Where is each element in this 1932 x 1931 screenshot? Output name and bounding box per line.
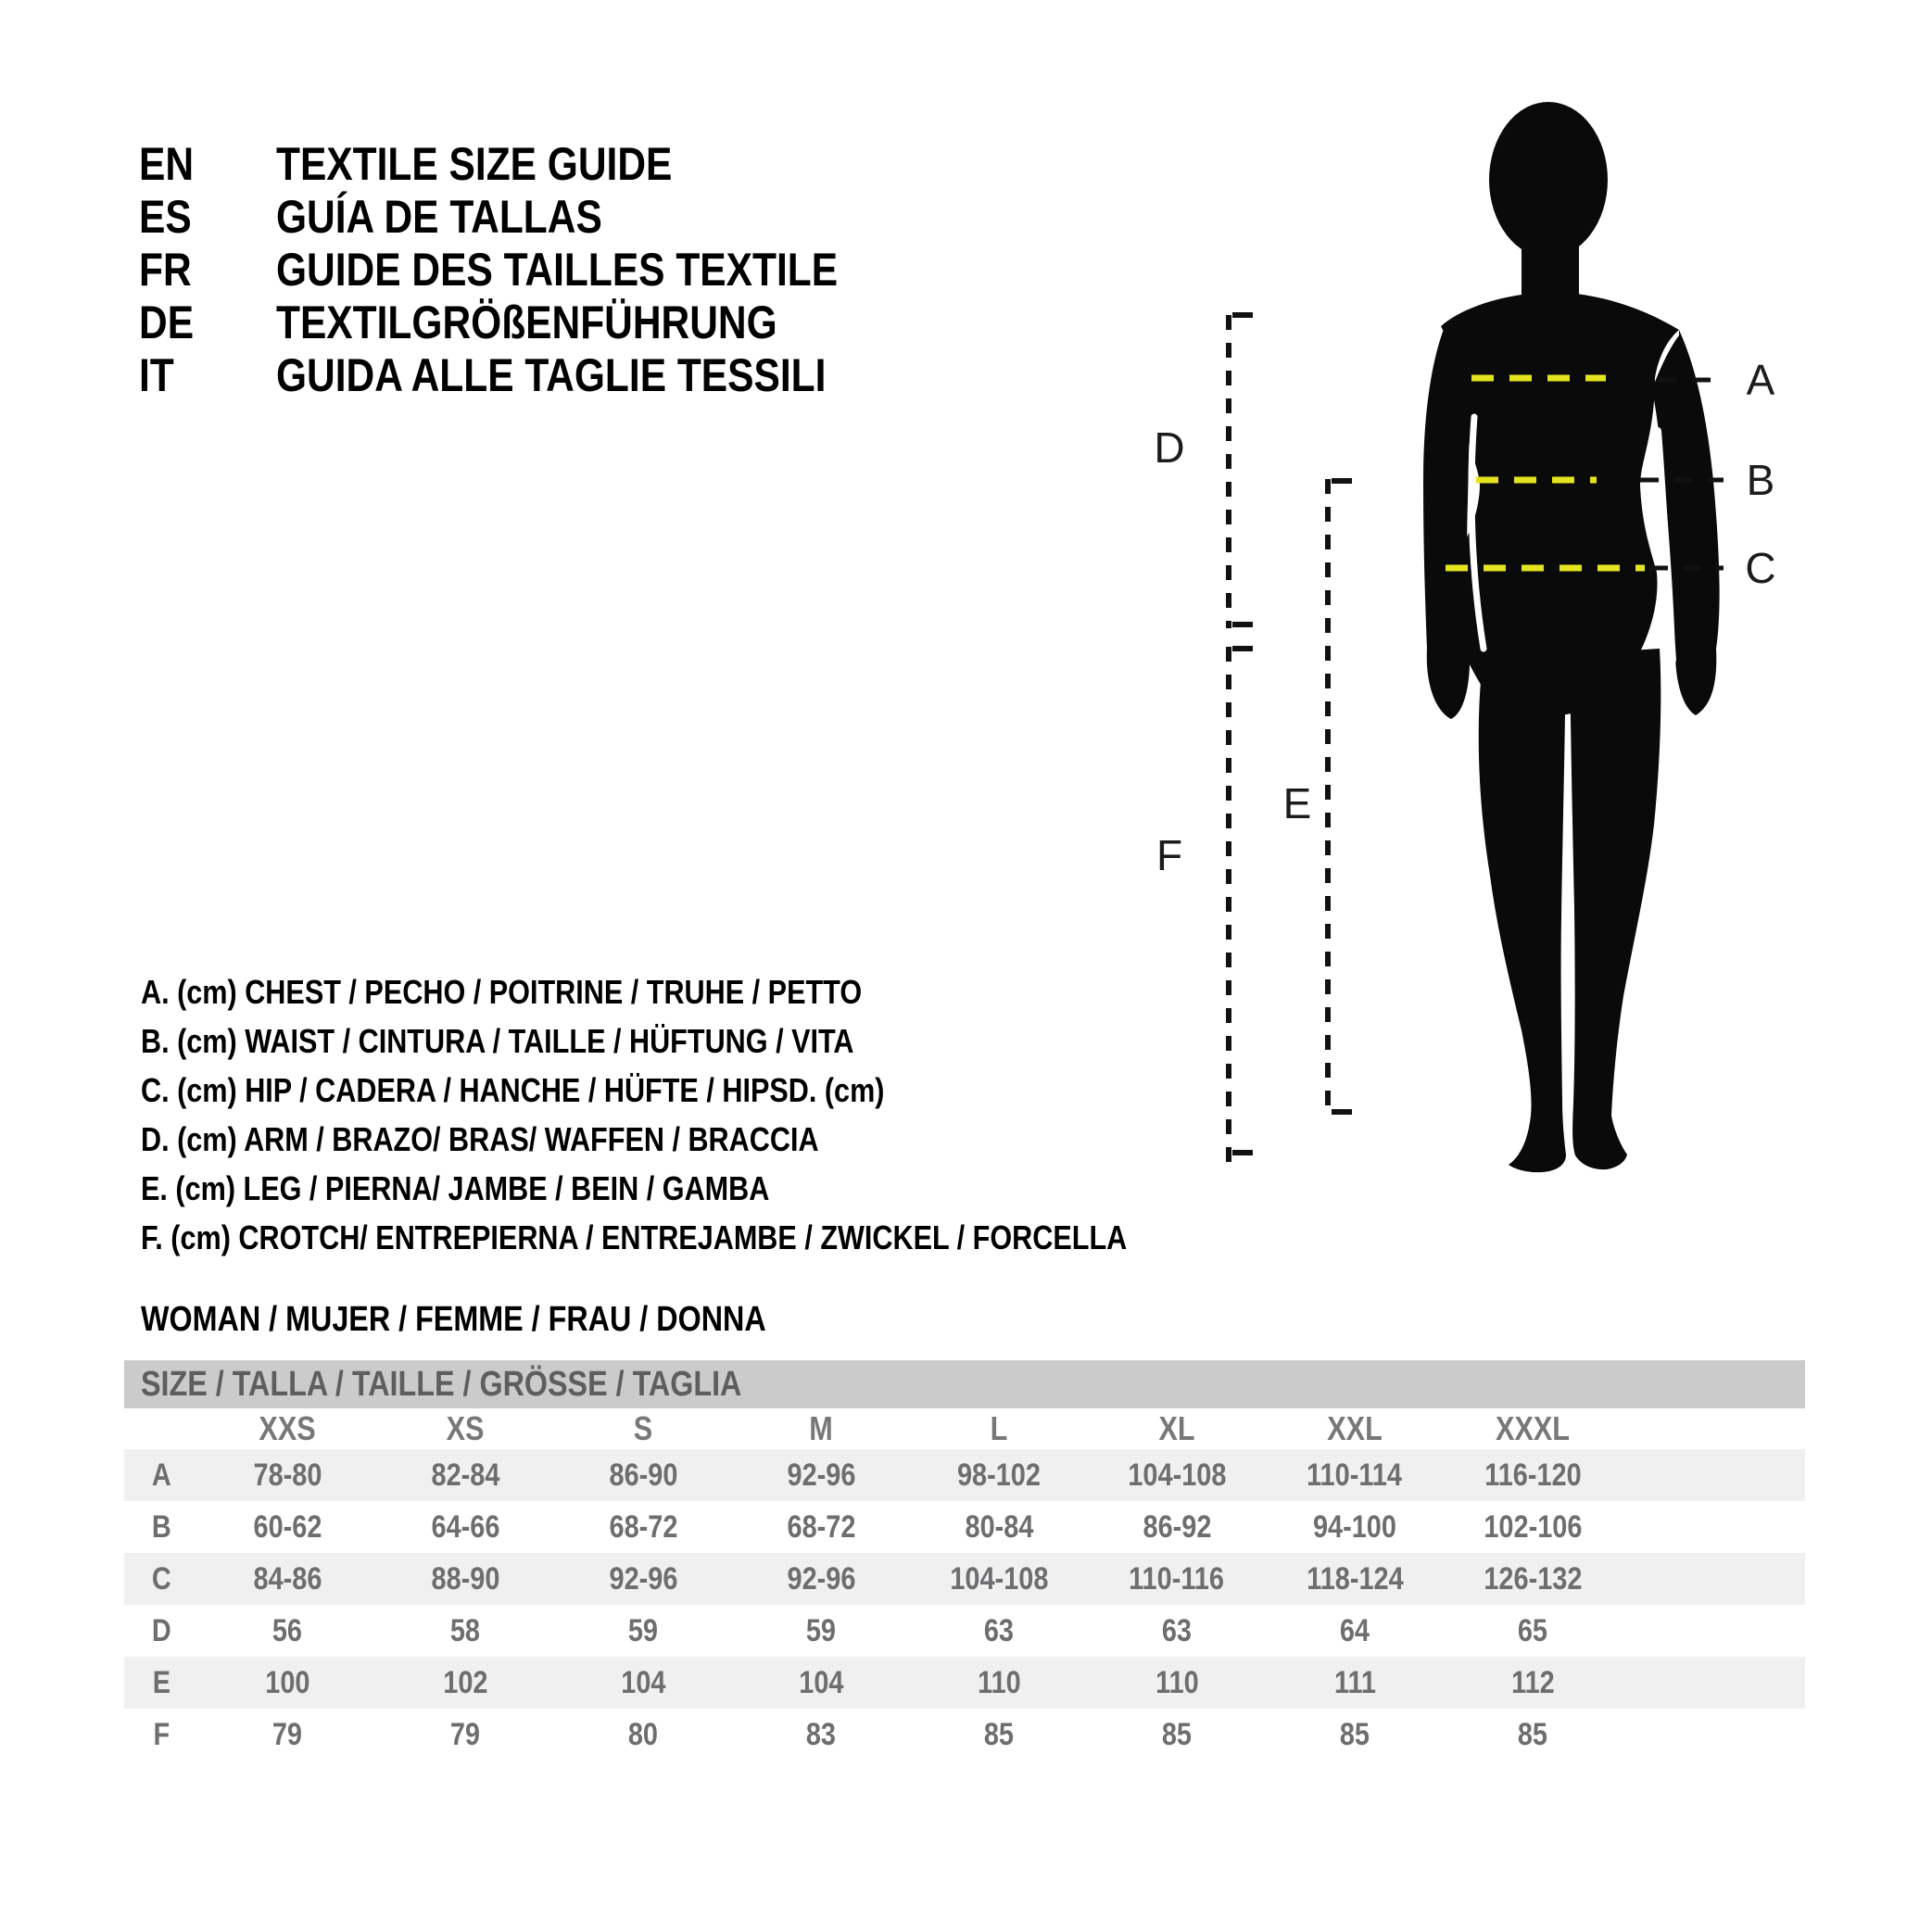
row-measure-label: C: [151, 1560, 171, 1597]
cell-s: 92-96: [609, 1560, 677, 1597]
cell-s: 86-90: [609, 1457, 677, 1493]
cell-m: 92-96: [787, 1457, 855, 1493]
language-code: IT: [139, 348, 174, 401]
label-chest-A: A: [1746, 356, 1775, 404]
table-row: [124, 1449, 1805, 1501]
cell-xl: 63: [1161, 1612, 1193, 1648]
language-row: [139, 348, 937, 401]
audience-line: WOMAN / MUJER / FEMME / FRAU / DONNA: [141, 1300, 766, 1339]
label-hip-C: C: [1745, 544, 1776, 592]
cell-s: 59: [627, 1612, 659, 1648]
label-leg-E: E: [1282, 779, 1312, 827]
cell-xl: 110: [1155, 1664, 1199, 1700]
size-column-header: XXL: [1327, 1409, 1383, 1447]
language-code: EN: [139, 137, 195, 190]
language-row: [139, 243, 937, 296]
cell-xxxl: 112: [1510, 1664, 1555, 1700]
cell-s: 68-72: [609, 1508, 677, 1545]
cell-xxxl: 126-132: [1483, 1560, 1583, 1597]
size-column-header: S: [633, 1409, 653, 1447]
cell-xxs: 100: [264, 1664, 310, 1700]
measurement-legend: [141, 967, 1301, 1262]
cell-m: 83: [805, 1716, 837, 1752]
cell-xs: 102: [442, 1664, 488, 1700]
legend-line: B. (cm) WAIST / CINTURA / TAILLE / HÜFTUNG / VITA: [141, 1021, 854, 1060]
language-title: TEXTILE SIZE GUIDE: [276, 137, 673, 190]
label-waist-B: B: [1746, 456, 1775, 504]
cell-l: 85: [983, 1716, 1015, 1752]
cell-xxs: 84-86: [253, 1560, 322, 1597]
cell-l: 63: [983, 1612, 1015, 1648]
cell-m: 92-96: [787, 1560, 855, 1597]
cell-l: 110: [977, 1664, 1021, 1700]
cell-xxl: 110-114: [1307, 1457, 1403, 1493]
cell-xxxl: 102-106: [1483, 1508, 1583, 1545]
cell-xs: 58: [449, 1612, 481, 1648]
size-table-header-bar: [124, 1360, 1805, 1408]
row-measure-label: A: [151, 1457, 171, 1493]
cell-xl: 110-116: [1129, 1560, 1225, 1597]
left-arm: [1423, 324, 1471, 719]
cell-xxl: 64: [1339, 1612, 1370, 1648]
row-measure-label: B: [151, 1508, 171, 1545]
legend-line: E. (cm) LEG / PIERNA/ JAMBE / BEIN / GAMBA: [141, 1168, 770, 1207]
language-row: [139, 296, 937, 348]
language-title: GUIDE DES TAILLES TEXTILE: [276, 243, 839, 296]
right-leg: [1570, 649, 1661, 1169]
cell-xxs: 79: [271, 1716, 303, 1752]
cell-xxxl: 85: [1517, 1716, 1548, 1752]
size-column-header: L: [990, 1409, 1008, 1447]
legend-line: F. (cm) CROTCH/ ENTREPIERNA / ENTREJAMBE / ZWICKEL / FORCELLA: [141, 1218, 1128, 1256]
cell-xxs: 60-62: [253, 1508, 322, 1545]
row-measure-label: E: [152, 1664, 170, 1700]
table-row: [124, 1709, 1805, 1761]
language-title: GUÍA DE TALLAS: [276, 190, 602, 243]
cell-l: 80-84: [965, 1508, 1033, 1545]
language-title: GUIDA ALLE TAGLIE TESSILI: [276, 348, 827, 401]
cell-xs: 79: [449, 1716, 481, 1752]
cell-xxs: 78-80: [253, 1457, 322, 1493]
language-row: [139, 137, 937, 190]
cell-xxxl: 116-120: [1484, 1457, 1582, 1493]
legend-line: D. (cm) ARM / BRAZO/ BRAS/ WAFFEN / BRACCIA: [141, 1119, 819, 1158]
cell-l: 104-108: [949, 1560, 1049, 1597]
cell-xxxl: 65: [1517, 1612, 1548, 1648]
label-crotch-F: F: [1155, 831, 1183, 879]
cell-xxl: 94-100: [1313, 1508, 1396, 1545]
cell-xl: 86-92: [1143, 1508, 1211, 1545]
size-column-header: XXXL: [1496, 1409, 1570, 1447]
cell-m: 68-72: [787, 1508, 855, 1545]
legend-line: C. (cm) HIP / CADERA / HANCHE / HÜFTE / HIPSD. (cm): [141, 1070, 885, 1109]
cell-l: 98-102: [957, 1457, 1041, 1493]
cell-s: 80: [627, 1716, 659, 1752]
language-row: [139, 190, 937, 243]
size-table: [124, 1360, 1805, 1761]
table-row: [124, 1553, 1805, 1605]
cell-xl: 104-108: [1127, 1457, 1227, 1493]
language-title: TEXTILGRÖßENFÜHRUNG: [276, 296, 777, 348]
cell-xxl: 111: [1333, 1664, 1376, 1700]
cell-xxl: 118-124: [1306, 1560, 1404, 1597]
cell-m: 59: [805, 1612, 837, 1648]
table-row: [124, 1605, 1805, 1657]
size-column-header: XXS: [259, 1409, 316, 1447]
language-title-list: [139, 137, 937, 401]
cell-xl: 85: [1161, 1716, 1193, 1752]
size-table-body: [124, 1449, 1805, 1761]
row-measure-label: D: [151, 1612, 171, 1648]
cell-xxl: 85: [1339, 1716, 1370, 1752]
row-measure-label: F: [153, 1716, 170, 1752]
language-code: FR: [139, 243, 192, 296]
left-leg: [1479, 647, 1566, 1172]
size-column-headers: [124, 1408, 1805, 1449]
woman-silhouette: [1423, 102, 1720, 1172]
cell-xs: 82-84: [431, 1457, 499, 1493]
cell-s: 104: [620, 1664, 666, 1700]
label-arm-D: D: [1154, 423, 1185, 472]
legend-line: A. (cm) CHEST / PECHO / POITRINE / TRUHE / PETTO: [141, 972, 863, 1011]
cell-m: 104: [798, 1664, 844, 1700]
table-row: [124, 1657, 1805, 1709]
size-column-header: XL: [1158, 1409, 1195, 1447]
size-column-header: M: [809, 1409, 833, 1447]
size-column-header: XS: [446, 1409, 485, 1447]
language-code: DE: [139, 296, 195, 348]
cell-xs: 64-66: [431, 1508, 499, 1545]
table-row: [124, 1501, 1805, 1553]
language-code: ES: [139, 190, 192, 243]
cell-xxs: 56: [271, 1612, 303, 1648]
size-table-title: SIZE / TALLA / TAILLE / GRÖSSE / TAGLIA: [141, 1364, 742, 1404]
cell-xs: 88-90: [431, 1560, 499, 1597]
